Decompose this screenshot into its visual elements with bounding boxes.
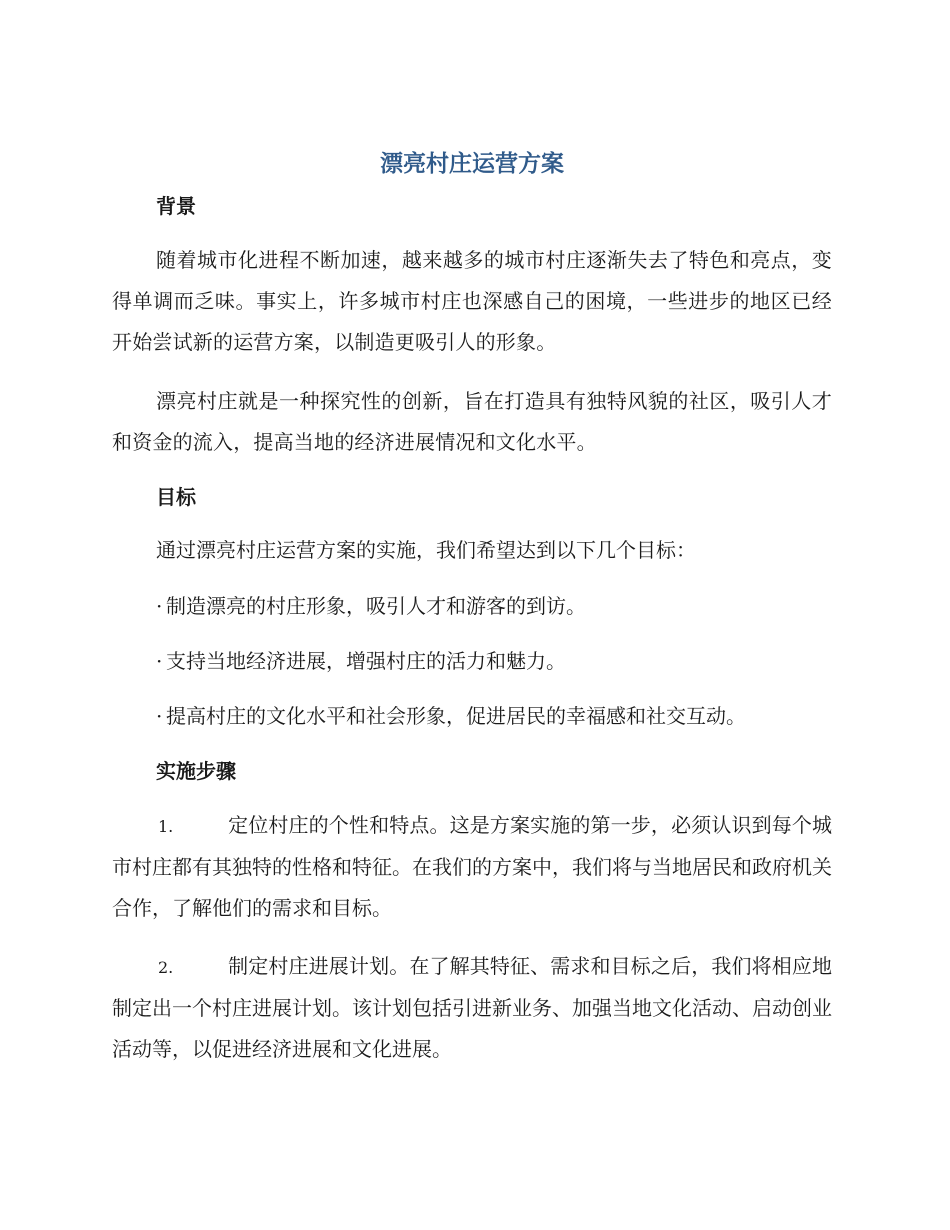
step-text: 制定村庄进展计划。在了解其特征、需求和目标之后，我们将相应地制定出一个村庄进展计划。该计划包括引进新业务、加强当地文化活动、启动创业活动等，以促进经济进展和文化进展。 xyxy=(112,954,832,1061)
goal-list-item xyxy=(156,702,832,730)
goal-text: 制造漂亮的村庄形象，吸引人才和游客的到访。 xyxy=(166,594,586,618)
bullet-icon: · xyxy=(156,594,163,618)
step-text: 定位村庄的个性和特点。这是方案实施的第一步，必须认识到每个城市村庄都有其独特的性格和特征。在我们的方案中，我们将与当地居民和政府机关合作，了解他们的需求和目标。 xyxy=(112,813,832,920)
goal-list-item xyxy=(156,592,832,620)
goals-intro: 通过漂亮村庄运营方案的实施，我们希望达到以下几个目标： xyxy=(156,538,696,562)
section-heading-steps: 实施步骤 xyxy=(156,759,236,783)
section-heading-goals: 目标 xyxy=(156,485,196,509)
goal-list-item xyxy=(156,647,832,675)
section-heading-background: 背景 xyxy=(156,194,196,218)
document-title: 漂亮村庄运营方案 xyxy=(380,151,564,177)
step-number: 1. xyxy=(158,817,174,836)
step-item-2 xyxy=(112,946,832,1070)
goal-text: 提高村庄的文化水平和社会形象，促进居民的幸福感和社交互动。 xyxy=(166,704,746,728)
goal-text: 支持当地经济进展，增强村庄的活力和魅力。 xyxy=(166,649,566,673)
step-number: 2. xyxy=(158,958,174,977)
bullet-icon: · xyxy=(156,704,163,728)
bullet-icon: · xyxy=(156,649,163,673)
background-paragraph-1: 随着城市化进程不断加速，越来越多的城市村庄逐渐失去了特色和亮点，变得单调而乏味。事实上，许多城市村庄也深感自己的困境，一些进步的地区已经开始尝试新的运营方案，以制造更吸引人的形象。 xyxy=(112,248,832,354)
step-item-1 xyxy=(112,805,832,929)
background-paragraph-2: 漂亮村庄就是一种探究性的创新，旨在打造具有独特风貌的社区，吸引人才和资金的流入，提高当地的经济进展情况和文化水平。 xyxy=(112,389,832,454)
